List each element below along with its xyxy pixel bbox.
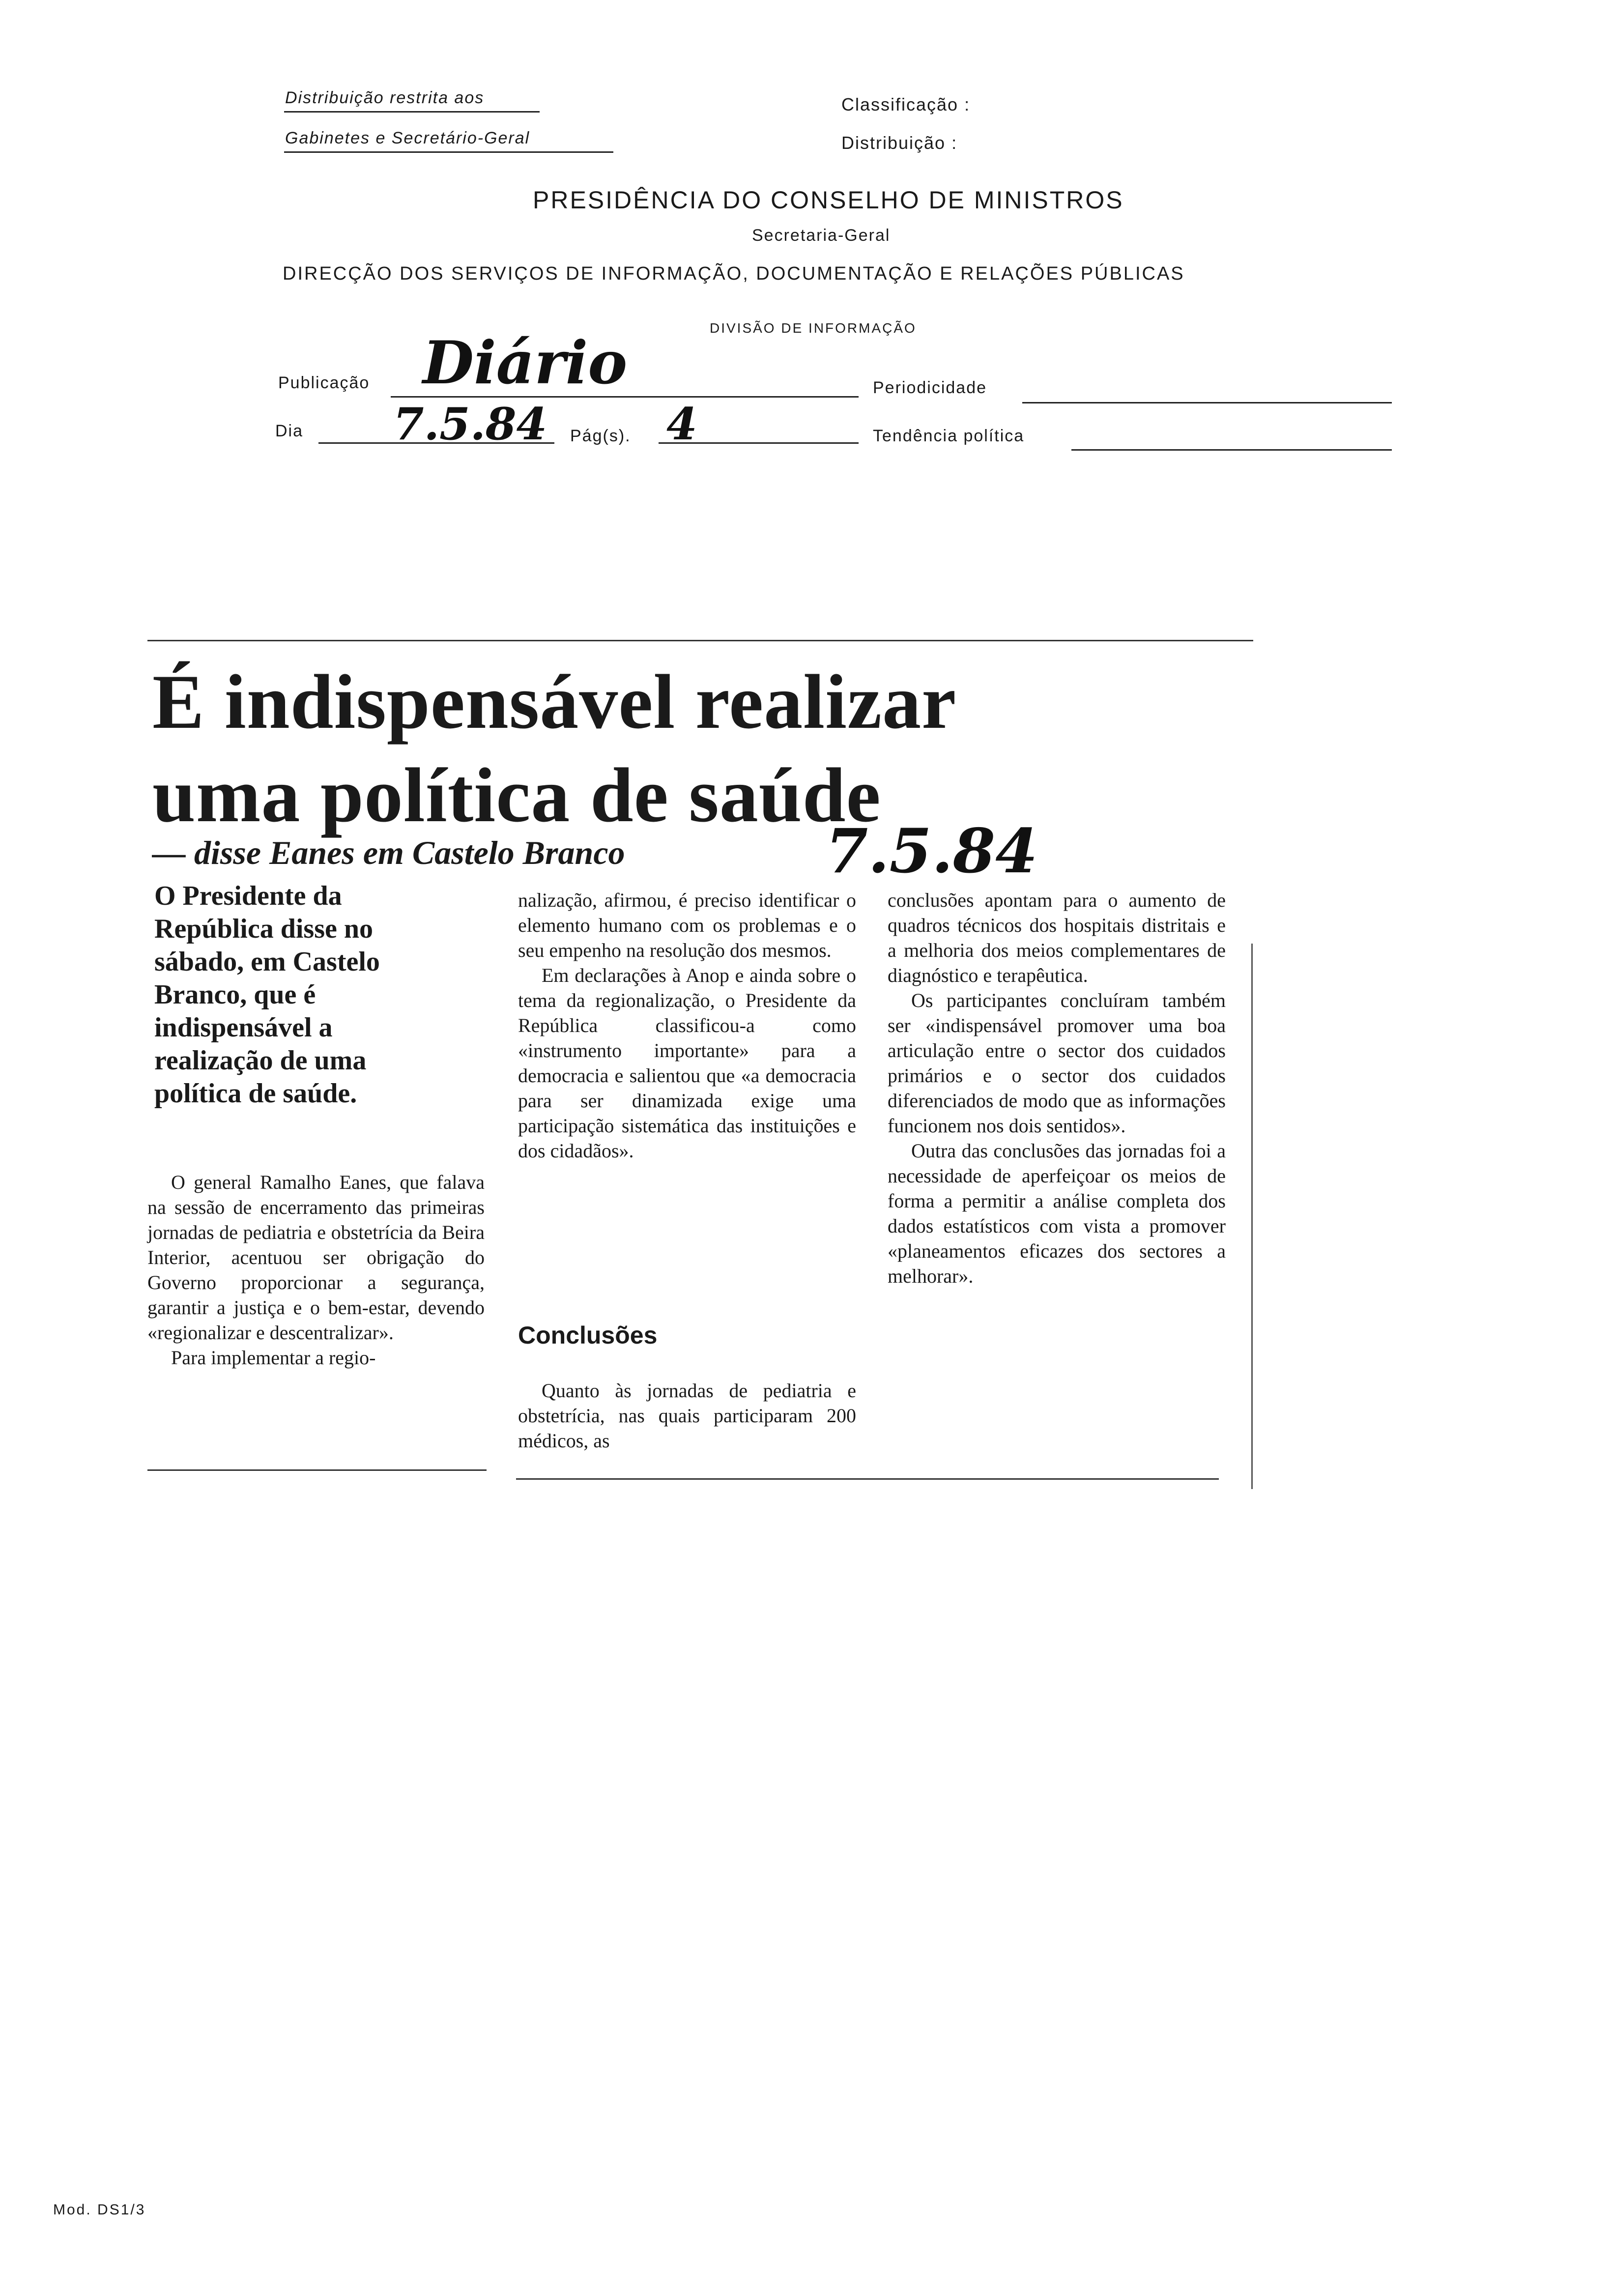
distribuicao-label: Distribuição :	[841, 133, 958, 153]
article-lead: O Presidente da República disse no sábado, em Castelo Branco, que é indispensável a realização de uma política de saúde.	[154, 881, 380, 1109]
pagina-handwritten-value: 4	[666, 398, 697, 450]
classificacao-label: Classificação :	[841, 94, 971, 115]
article-top-rule	[147, 640, 1253, 641]
division-title: DIVISÃO DE INFORMAÇÃO	[710, 320, 917, 336]
publicacao-label: Publicação	[278, 373, 370, 392]
headline-line2: uma política de saúde	[152, 752, 881, 838]
col1-bottom-rule	[147, 1469, 487, 1471]
col2-paragraph-1: nalização, afirmou, é preciso identificar o elemento humano com os problemas e o seu empenho na resolução dos mesmos.	[518, 889, 856, 961]
col1-paragraph-1: O general Ramalho Eanes, que falava na sessão de encerramento das primeiras jornadas de pediatria e obstetrícia da Beira Interior, acentuou ser obrigação do Governo proporcionar a segurança, garantir a justiça e o bem-estar, devendo «regionalizar e descentralizar».	[147, 1171, 485, 1344]
article-column-2	[518, 888, 856, 1163]
restricted-distribution-line1: Distribuição restrita aos	[285, 88, 485, 107]
tendencia-field-line	[1071, 449, 1392, 451]
tendencia-label: Tendência política	[873, 427, 1025, 445]
headline-line1: É indispensável realizar	[152, 659, 957, 745]
publicacao-handwritten-value: Diário	[423, 328, 628, 398]
org-title: PRESIDÊNCIA DO CONSELHO DE MINISTROS	[533, 186, 1124, 214]
col2-paragraph-2: Em declarações à Anop e ainda sobre o tema da regionalização, o Presidente da República classificou-a como «instrumento importante» para a democracia e salientou que «a democracia para ser dinamizada exige uma participação sistemática das instituições e dos cidadãos».	[518, 964, 856, 1162]
subheadline: — disse Eanes em Castelo Branco	[152, 834, 625, 871]
right-edge-rule	[1251, 944, 1253, 1489]
periodicidade-label: Periodicidade	[873, 378, 987, 397]
dia-handwritten-value: 7.5.84	[393, 398, 547, 450]
periodicidade-field-line	[1022, 402, 1392, 403]
col2-paragraph-3: Quanto às jornadas de pediatria e obstetrícia, nas quais participaram 200 médicos, as	[518, 1379, 856, 1452]
col3-paragraph-1: conclusões apontam para o aumento de quadros técnicos dos hospitais distritais e a melhoria dos meios complementares de diagnóstico e terapêutica.	[888, 889, 1226, 986]
header-underline-1	[284, 111, 540, 113]
directorate-title: DIRECÇÃO DOS SERVIÇOS DE INFORMAÇÃO, DOCUMENTAÇÃO E RELAÇÕES PÚBLICAS	[283, 263, 1185, 284]
col1-paragraph-2: Para implementar a regio-	[171, 1347, 376, 1369]
restricted-distribution-line2: Gabinetes e Secretário-Geral	[285, 129, 530, 147]
section-heading-conclusoes: Conclusões	[518, 1321, 658, 1349]
col3-paragraph-3: Outra das conclusões das jornadas foi a necessidade de aperfeiçoar os meios de forma a permitir a análise completa dos dados estatísticos com vista a promover «planeamentos eficazes dos sectores a melhorar».	[888, 1140, 1226, 1287]
pagina-label: Pág(s).	[570, 427, 631, 445]
article-column-2-continued	[518, 1378, 856, 1453]
dia-label: Dia	[275, 422, 304, 440]
form-code: Mod. DS1/3	[53, 2202, 146, 2218]
org-subtitle: Secretaria-Geral	[752, 226, 891, 245]
cols-bottom-rule	[516, 1478, 1219, 1480]
article-column-3	[888, 888, 1226, 1289]
handwritten-date-annotation: 7.5.84	[826, 816, 1038, 887]
header-underline-2	[284, 151, 613, 153]
col3-paragraph-2: Os participantes concluíram também ser «indispensável promover uma boa articulação entre o sector dos cuidados primários e o sector dos cuidados diferenciados de modo que as informações funcionem nos dois sentidos».	[888, 989, 1226, 1137]
article-column-1	[147, 1170, 485, 1370]
